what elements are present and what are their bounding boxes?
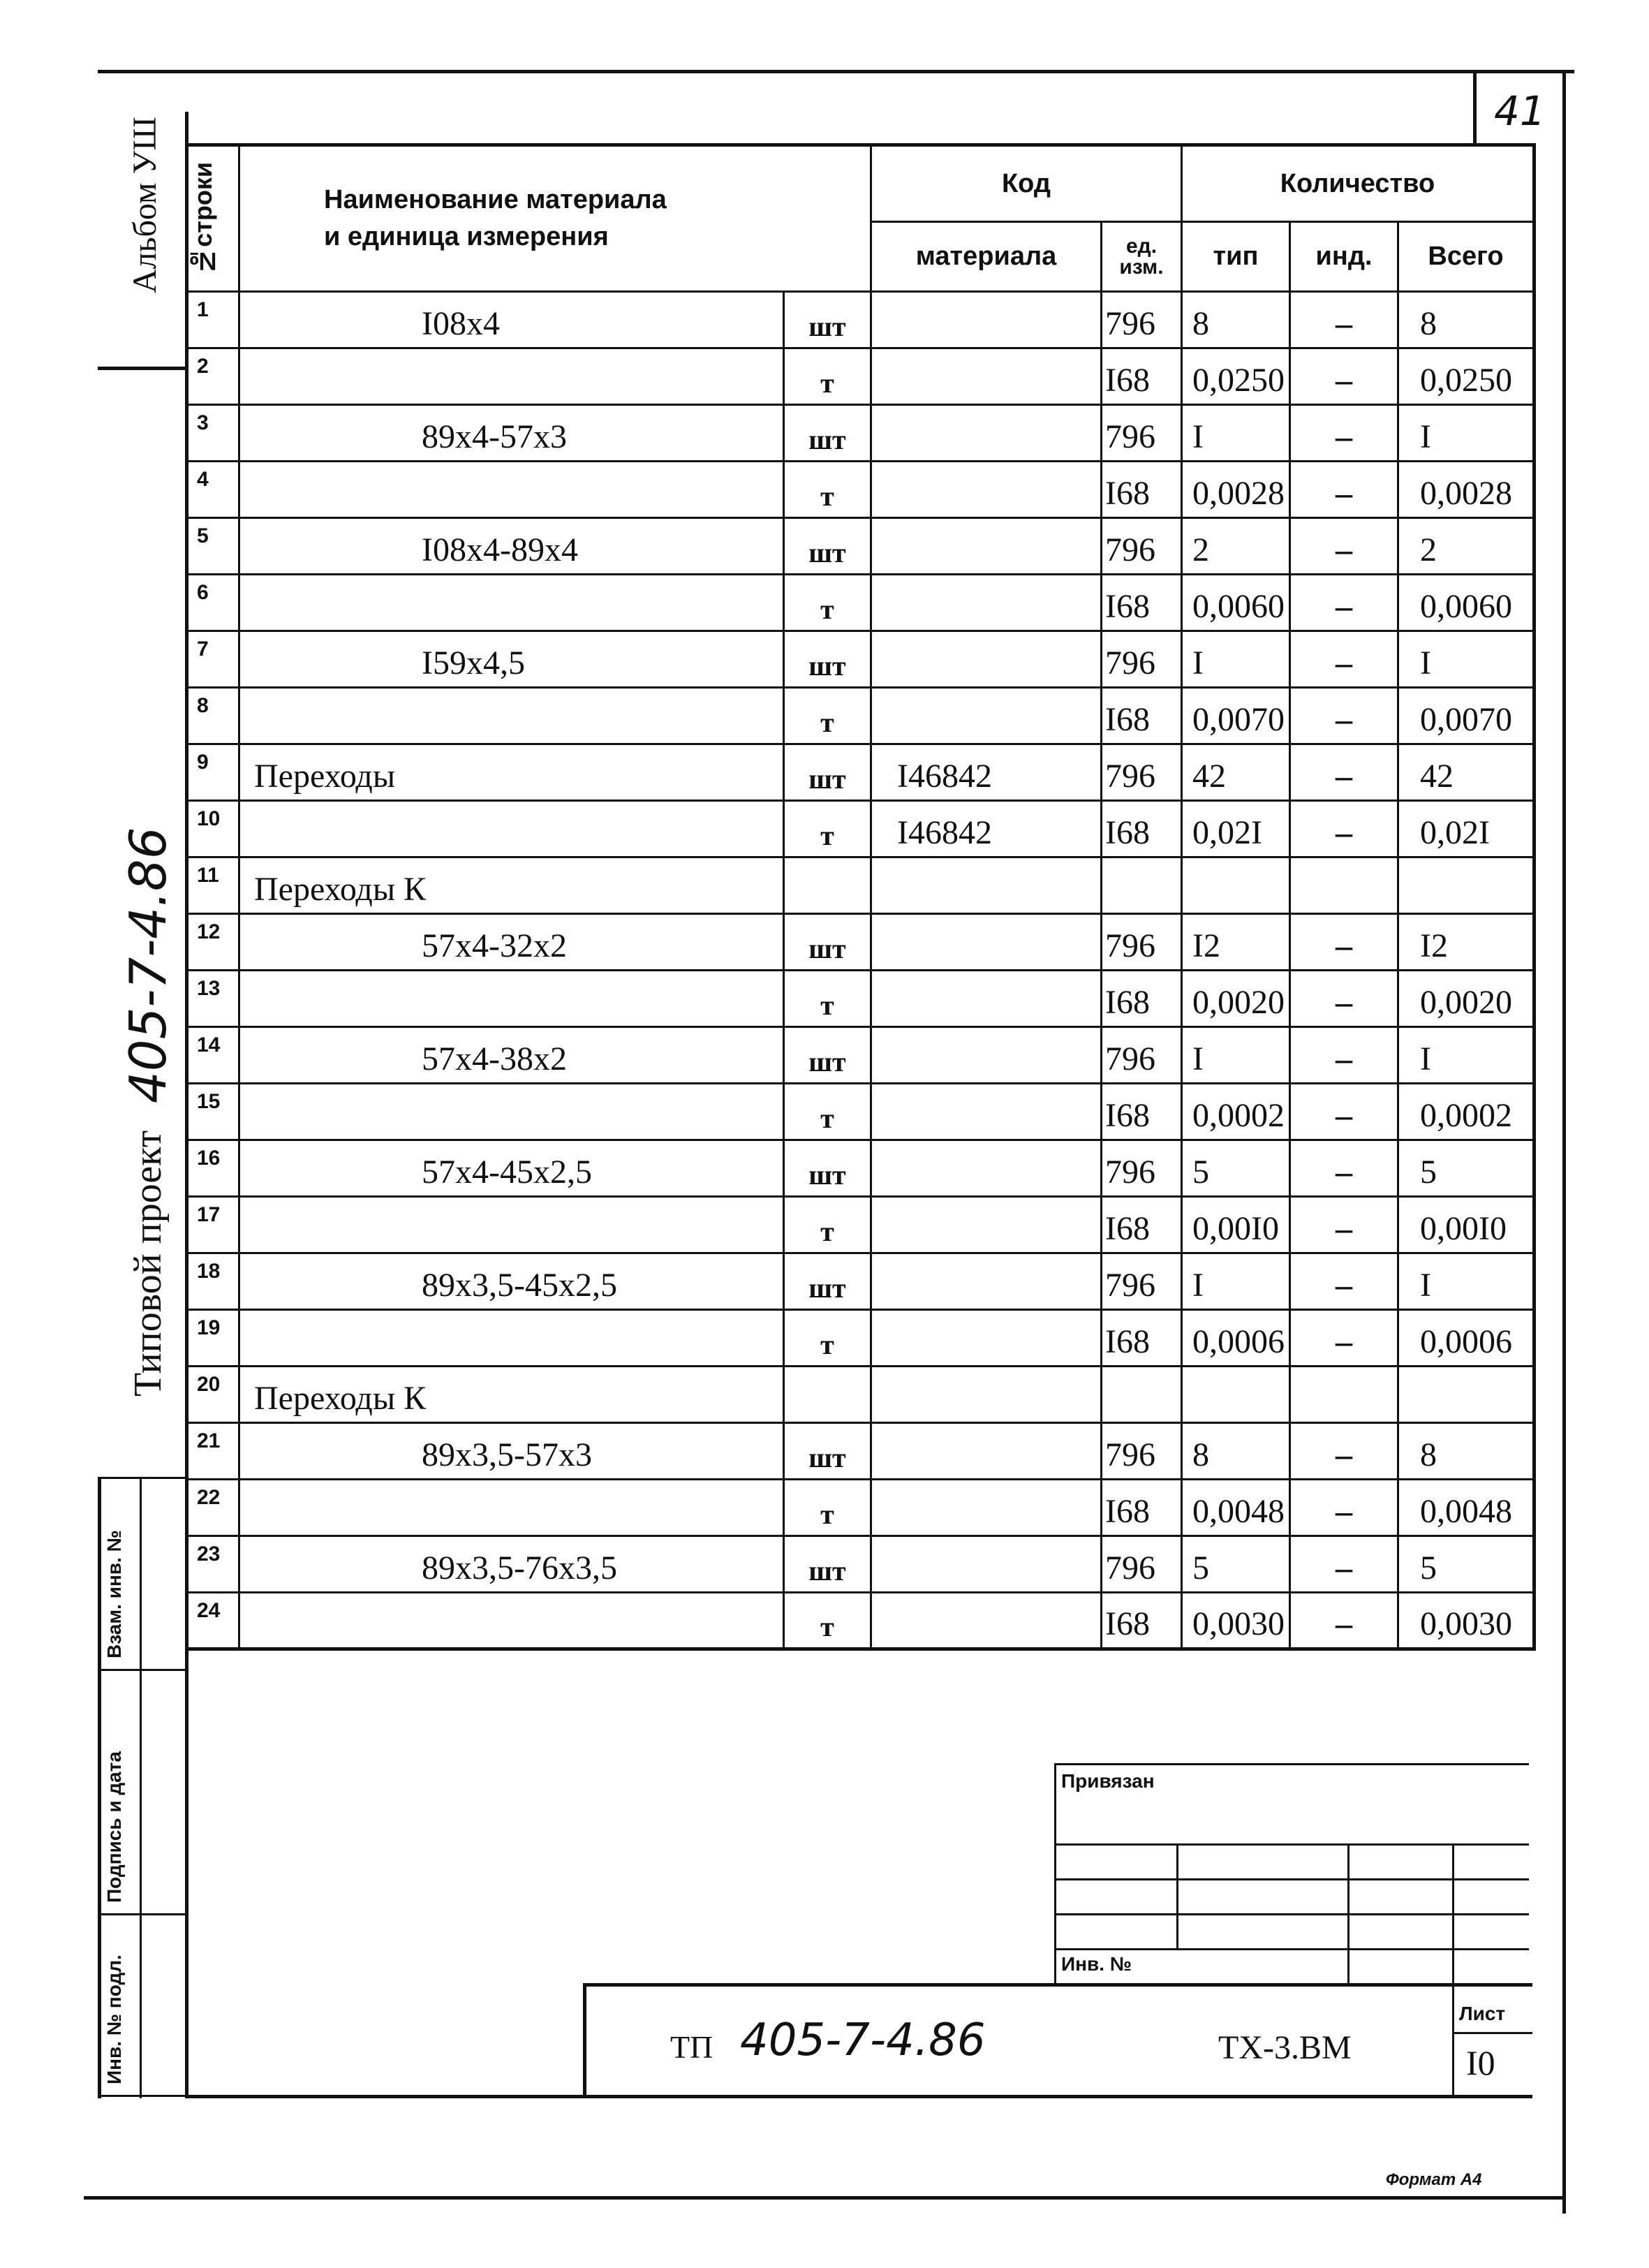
material-name-cell [239, 1593, 784, 1649]
qty-ind-cell: – [1290, 1310, 1398, 1367]
vzam-inv-label: Взам. инв. № [103, 1530, 125, 1658]
material-name-cell [239, 575, 784, 631]
qty-tip-cell: 0,0002 [1182, 1084, 1290, 1140]
row-number-cell: 16 [187, 1140, 239, 1197]
row-number-cell: 2 [187, 348, 239, 405]
unit-code-cell [1102, 1367, 1182, 1423]
unit-cell: шт [784, 1536, 871, 1593]
qty-total-cell: 0,0060 [1398, 575, 1535, 631]
header-total: Всего [1398, 222, 1535, 292]
material-code-cell [871, 971, 1102, 1027]
project-label: Типовой проект [126, 1130, 170, 1397]
unit-cell: т [784, 801, 871, 857]
right-frame-line [1562, 70, 1566, 2214]
unit-code-cell: I68 [1102, 801, 1182, 857]
qty-tip-cell: 0,0060 [1182, 575, 1290, 631]
table-row [187, 1140, 1535, 1197]
unit-cell [784, 1367, 871, 1423]
material-name-cell [239, 462, 784, 518]
qty-tip-cell: 5 [1182, 1140, 1290, 1197]
qty-tip-cell: I [1182, 1253, 1290, 1310]
qty-ind-cell: – [1290, 971, 1398, 1027]
material-code-cell [871, 1536, 1102, 1593]
material-name-cell: Переходы К [239, 1367, 784, 1423]
unit-code-cell: 796 [1102, 914, 1182, 971]
table-row [187, 744, 1535, 801]
header-code-group: Код [871, 145, 1182, 222]
material-name-cell [239, 1310, 784, 1367]
material-name-cell: 89x3,5-76x3,5 [239, 1536, 784, 1593]
material-code-cell [871, 1084, 1102, 1140]
table-row [187, 348, 1535, 405]
title-block-col2 [1347, 1843, 1349, 1987]
side-stamp-left-line [98, 1477, 101, 2098]
material-code-cell [871, 1593, 1102, 1649]
list-divider [1452, 2032, 1532, 2034]
material-code-cell [871, 631, 1102, 688]
tp-prefix: ТП [670, 2029, 713, 2065]
qty-ind-cell: – [1290, 292, 1398, 348]
unit-cell: т [784, 1593, 871, 1649]
unit-code-cell: I68 [1102, 1084, 1182, 1140]
title-block-row4 [1054, 1948, 1529, 1950]
material-name-cell: I08x4-89x4 [239, 518, 784, 575]
unit-cell: шт [784, 292, 871, 348]
qty-total-cell: 0,0048 [1398, 1480, 1535, 1536]
row-number-cell: 18 [187, 1253, 239, 1310]
material-name-cell: 57x4-38x2 [239, 1027, 784, 1084]
qty-total-cell: 0,0028 [1398, 462, 1535, 518]
qty-ind-cell: – [1290, 914, 1398, 971]
side-stamp-div1 [98, 1669, 187, 1671]
qty-tip-cell: 0,0048 [1182, 1480, 1290, 1536]
table-row [187, 1084, 1535, 1140]
side-stamp-top [98, 1477, 187, 1479]
row-number-cell: 12 [187, 914, 239, 971]
qty-total-cell: 5 [1398, 1140, 1535, 1197]
row-number-cell: 17 [187, 1197, 239, 1253]
material-name-cell [239, 348, 784, 405]
unit-code-cell: I68 [1102, 688, 1182, 744]
qty-ind-cell: – [1290, 631, 1398, 688]
material-code-cell [871, 1197, 1102, 1253]
row-number-cell: 7 [187, 631, 239, 688]
unit-cell: шт [784, 518, 871, 575]
qty-total-cell [1398, 1367, 1535, 1423]
list-value: I0 [1466, 2043, 1495, 2082]
row-number-cell: 5 [187, 518, 239, 575]
main-stamp-bottom [185, 2095, 1532, 2098]
qty-tip-cell: 0,0020 [1182, 971, 1290, 1027]
unit-cell: шт [784, 744, 871, 801]
table-row [187, 1593, 1535, 1649]
material-code-cell [871, 575, 1102, 631]
unit-code-cell: 796 [1102, 744, 1182, 801]
table-row [187, 1197, 1535, 1253]
unit-cell: т [784, 575, 871, 631]
row-number-cell: 3 [187, 405, 239, 462]
unit-code-cell: I68 [1102, 1593, 1182, 1649]
materials-table [185, 143, 1536, 1651]
unit-cell: т [784, 348, 871, 405]
qty-total-cell [1398, 857, 1535, 914]
qty-ind-cell: – [1290, 518, 1398, 575]
row-number-cell: 9 [187, 744, 239, 801]
header-material-code: материала [871, 222, 1102, 292]
qty-ind-cell: – [1290, 462, 1398, 518]
material-code-cell [871, 914, 1102, 971]
qty-ind-cell: – [1290, 688, 1398, 744]
qty-ind-cell: – [1290, 1480, 1398, 1536]
qty-total-cell: 0,0020 [1398, 971, 1535, 1027]
tp-number: 405-7-4.86 [740, 2015, 986, 2066]
unit-code-cell: 796 [1102, 1423, 1182, 1480]
qty-tip-cell: 0,0006 [1182, 1310, 1290, 1367]
qty-ind-cell: – [1290, 1140, 1398, 1197]
material-code-cell [871, 1140, 1102, 1197]
row-number-cell: 15 [187, 1084, 239, 1140]
main-stamp-top [583, 1983, 1532, 1987]
unit-code-cell [1102, 857, 1182, 914]
side-stamp-inner-line [140, 1477, 142, 2098]
table-row [187, 857, 1535, 914]
qty-ind-cell [1290, 1367, 1398, 1423]
unit-code-cell: 796 [1102, 1140, 1182, 1197]
row-number-cell: 8 [187, 688, 239, 744]
material-code-cell [871, 1310, 1102, 1367]
unit-code-cell: 796 [1102, 405, 1182, 462]
qty-tip-cell: 2 [1182, 518, 1290, 575]
unit-code-cell: I68 [1102, 575, 1182, 631]
unit-code-cell: I68 [1102, 1310, 1182, 1367]
title-block-row3 [1054, 1913, 1529, 1915]
table-row [187, 1480, 1535, 1536]
main-stamp-left [583, 1983, 586, 2098]
row-number-cell: 10 [187, 801, 239, 857]
material-code-cell [871, 292, 1102, 348]
material-code-cell [871, 1027, 1102, 1084]
qty-tip-cell: 0,0250 [1182, 348, 1290, 405]
material-code-cell: I46842 [871, 744, 1102, 801]
podpis-data-label: Подпись и дата [103, 1751, 125, 1903]
unit-cell: т [784, 1310, 871, 1367]
qty-total-cell: 0,00I0 [1398, 1197, 1535, 1253]
qty-ind-cell: – [1290, 1593, 1398, 1649]
material-name-cell [239, 1084, 784, 1140]
table-row [187, 971, 1535, 1027]
qty-ind-cell [1290, 857, 1398, 914]
qty-total-cell: 0,0030 [1398, 1593, 1535, 1649]
table-row [187, 1027, 1535, 1084]
material-name-cell: 57x4-32x2 [239, 914, 784, 971]
qty-total-cell: I [1398, 1027, 1535, 1084]
qty-tip-cell: I [1182, 1027, 1290, 1084]
qty-ind-cell: – [1290, 744, 1398, 801]
qty-ind-cell: – [1290, 1027, 1398, 1084]
doc-code: ТХ-3.ВМ [1218, 2029, 1352, 2066]
side-stamp-bottom [98, 2095, 187, 2097]
qty-tip-cell: I [1182, 631, 1290, 688]
unit-cell: т [784, 971, 871, 1027]
title-block-top [1054, 1763, 1529, 1765]
row-number-cell: 19 [187, 1310, 239, 1367]
table-row [187, 688, 1535, 744]
qty-total-cell: 8 [1398, 1423, 1535, 1480]
qty-tip-cell: I [1182, 405, 1290, 462]
unit-cell: шт [784, 1253, 871, 1310]
material-code-cell [871, 688, 1102, 744]
album-label: Альбом УШ [126, 117, 163, 293]
unit-cell: т [784, 1084, 871, 1140]
unit-code-cell: 796 [1102, 518, 1182, 575]
unit-cell: шт [784, 1140, 871, 1197]
row-number-cell: 21 [187, 1423, 239, 1480]
header-ind: инд. [1290, 222, 1398, 292]
table-row [187, 631, 1535, 688]
qty-total-cell: 0,02I [1398, 801, 1535, 857]
unit-cell: шт [784, 1423, 871, 1480]
format-label: Формат А4 [1386, 2170, 1482, 2189]
unit-cell: т [784, 1197, 871, 1253]
row-number-cell: 13 [187, 971, 239, 1027]
table-row [187, 1367, 1535, 1423]
table-row [187, 1423, 1535, 1480]
unit-code-cell: I68 [1102, 1480, 1182, 1536]
qty-total-cell: 0,0002 [1398, 1084, 1535, 1140]
table-row [187, 1253, 1535, 1310]
unit-code-cell: I68 [1102, 462, 1182, 518]
side-stamp-div2 [98, 1913, 187, 1915]
qty-tip-cell: 0,02I [1182, 801, 1290, 857]
header-material-name: Наименование материала и единица измерения [239, 145, 871, 292]
qty-total-cell: 5 [1398, 1536, 1535, 1593]
row-number-cell: 1 [187, 292, 239, 348]
unit-cell: т [784, 462, 871, 518]
qty-ind-cell: – [1290, 1084, 1398, 1140]
qty-total-cell: 0,0006 [1398, 1310, 1535, 1367]
qty-ind-cell: – [1290, 1423, 1398, 1480]
material-name-cell [239, 801, 784, 857]
material-name-cell [239, 688, 784, 744]
unit-cell: шт [784, 405, 871, 462]
table-row [187, 292, 1535, 348]
material-name-cell: Переходы [239, 744, 784, 801]
qty-ind-cell: – [1290, 1536, 1398, 1593]
material-name-cell [239, 1197, 784, 1253]
qty-tip-cell: 5 [1182, 1536, 1290, 1593]
privyazan-label: Привязан [1061, 1770, 1155, 1792]
unit-code-cell: 796 [1102, 1027, 1182, 1084]
unit-cell [784, 857, 871, 914]
bottom-frame-line [84, 2196, 1564, 2200]
qty-ind-cell: – [1290, 575, 1398, 631]
header-quantity-group: Количество [1182, 145, 1535, 222]
inv-podl-label: Инв. № подл. [103, 1954, 125, 2084]
project-number-handwritten: 405-7-4.86 [119, 827, 177, 1103]
qty-ind-cell: – [1290, 348, 1398, 405]
table-row [187, 1536, 1535, 1593]
row-number-cell: 23 [187, 1536, 239, 1593]
unit-code-cell: I68 [1102, 348, 1182, 405]
material-code-cell [871, 405, 1102, 462]
unit-cell: т [784, 688, 871, 744]
inv-no-label: Инв. № [1061, 1953, 1132, 1975]
material-name-cell: 89x3,5-57x3 [239, 1423, 784, 1480]
material-name-cell: 89x3,5-45x2,5 [239, 1253, 784, 1310]
unit-code-cell: 796 [1102, 1536, 1182, 1593]
qty-tip-cell: 0,0028 [1182, 462, 1290, 518]
material-code-cell [871, 1253, 1102, 1310]
table-row [187, 462, 1535, 518]
qty-tip-cell [1182, 857, 1290, 914]
unit-code-cell: 796 [1102, 292, 1182, 348]
list-label: Лист [1459, 2003, 1506, 2024]
qty-total-cell: 8 [1398, 292, 1535, 348]
qty-tip-cell: 8 [1182, 1423, 1290, 1480]
unit-cell: шт [784, 631, 871, 688]
qty-tip-cell: 0,00I0 [1182, 1197, 1290, 1253]
qty-total-cell: 0,0250 [1398, 348, 1535, 405]
title-block-left [1054, 1763, 1056, 1987]
row-number-cell: 6 [187, 575, 239, 631]
material-name-cell [239, 1480, 784, 1536]
table-row [187, 914, 1535, 971]
material-name-cell [239, 971, 784, 1027]
top-frame-line [98, 70, 1574, 73]
qty-total-cell: I [1398, 631, 1535, 688]
title-block-col1 [1176, 1843, 1178, 1948]
left-margin-divider [98, 367, 187, 370]
qty-tip-cell: 0,0070 [1182, 688, 1290, 744]
header-row-number: №строки [187, 145, 239, 292]
row-number-cell: 11 [187, 857, 239, 914]
qty-total-cell: 42 [1398, 744, 1535, 801]
table-row [187, 575, 1535, 631]
qty-ind-cell: – [1290, 1197, 1398, 1253]
header-unit-code: ед. изм. [1102, 222, 1182, 292]
row-number-cell: 22 [187, 1480, 239, 1536]
row-number-cell: 14 [187, 1027, 239, 1084]
row-number-cell: 20 [187, 1367, 239, 1423]
page-number-box-left [1473, 70, 1477, 143]
qty-total-cell: 0,0070 [1398, 688, 1535, 744]
unit-code-cell: I68 [1102, 1197, 1182, 1253]
material-code-cell [871, 1367, 1102, 1423]
title-block-row2 [1054, 1878, 1529, 1880]
row-number-cell: 24 [187, 1593, 239, 1649]
unit-cell: шт [784, 914, 871, 971]
qty-total-cell: I [1398, 1253, 1535, 1310]
qty-total-cell: 2 [1398, 518, 1535, 575]
table-row [187, 1310, 1535, 1367]
qty-ind-cell: – [1290, 801, 1398, 857]
qty-ind-cell: – [1290, 1253, 1398, 1310]
table-row [187, 405, 1535, 462]
unit-cell: т [784, 1480, 871, 1536]
qty-tip-cell: 0,0030 [1182, 1593, 1290, 1649]
unit-code-cell: I68 [1102, 971, 1182, 1027]
material-code-cell [871, 1480, 1102, 1536]
unit-code-cell: 796 [1102, 631, 1182, 688]
qty-tip-cell: I2 [1182, 914, 1290, 971]
qty-total-cell: I [1398, 405, 1535, 462]
qty-tip-cell: 42 [1182, 744, 1290, 801]
page-number: 41 [1494, 87, 1546, 135]
material-name-cell: Переходы К [239, 857, 784, 914]
qty-tip-cell [1182, 1367, 1290, 1423]
qty-tip-cell: 8 [1182, 292, 1290, 348]
qty-total-cell: I2 [1398, 914, 1535, 971]
material-name-cell: I59x4,5 [239, 631, 784, 688]
header-tip: тип [1182, 222, 1290, 292]
table-row [187, 801, 1535, 857]
unit-cell: шт [784, 1027, 871, 1084]
material-code-cell [871, 518, 1102, 575]
title-block-row1 [1054, 1843, 1529, 1846]
material-code-cell: I46842 [871, 801, 1102, 857]
table-row [187, 518, 1535, 575]
material-code-cell [871, 462, 1102, 518]
row-number-cell: 4 [187, 462, 239, 518]
material-code-cell [871, 857, 1102, 914]
material-name-cell: I08x4 [239, 292, 784, 348]
material-name-cell: 89x4-57x3 [239, 405, 784, 462]
title-block-col3 [1452, 1843, 1454, 2095]
material-name-cell: 57x4-45x2,5 [239, 1140, 784, 1197]
material-code-cell [871, 1423, 1102, 1480]
qty-ind-cell: – [1290, 405, 1398, 462]
material-code-cell [871, 348, 1102, 405]
unit-code-cell: 796 [1102, 1253, 1182, 1310]
